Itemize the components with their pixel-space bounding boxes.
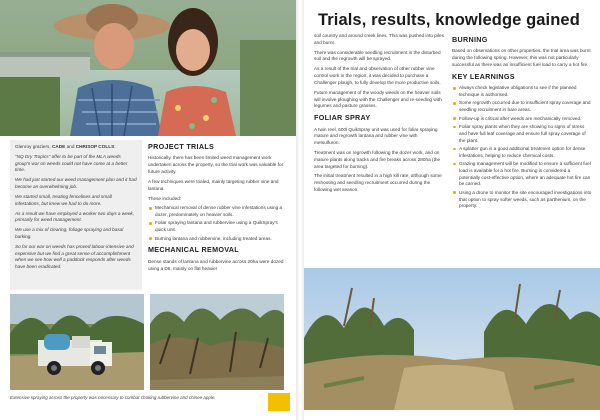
intro-quote-box — [10, 140, 142, 290]
body-paragraph: A few techniques were trialed, mainly targeting rubber vine and lantana. — [148, 178, 279, 191]
body-paragraph: Dense stands of lantana and rubbervine across 20ha were dozed using a D6, mainly on flat heavier — [148, 258, 284, 271]
body-paragraph: Based on observations on other properties, the trial area was burnt during the following spring. However, this was not particularly successful as there was an insufficient fuel load to carry a hot fire. — [452, 48, 591, 68]
list-item: Mechanical removal of dense rubber vine infestations using a dozer, predominately on heavier soils. — [148, 205, 288, 219]
section-heading: KEY LEARNINGS — [452, 71, 515, 81]
list-item: Using a drone to monitor the site encouraged investigations into that option to spray softer weeds, such as parthenium, on the property. — [452, 190, 592, 210]
middle-column — [314, 33, 444, 197]
spray-truck-photo — [10, 294, 144, 390]
scrub-photo — [150, 294, 284, 390]
intro-paragraph: We use a mix of clearing, foliage spraying and basal barking. — [15, 227, 124, 239]
yellow-page-tab — [268, 393, 290, 411]
intro-paragraph: We started small, treating fencelines and small infestations, but knew we had to do more. — [15, 193, 112, 206]
section-heading: PROJECT TRIALS — [148, 142, 215, 151]
body-paragraph: soil country and around creek lines. This was pushed into piles and burnt. — [314, 33, 444, 45]
portrait-photo — [0, 0, 296, 136]
list-item: Foliar spray plants when they are showing no signs of stress and have full leaf coverage and ensure full spray coverage of the plant. — [452, 124, 592, 144]
list-item: Always check legislative obligations to see if the planned technique is authorised. — [452, 85, 592, 99]
body-paragraph: These included: — [148, 195, 182, 201]
intro-paragraph: We had just started our weed management plan and it had become an overwhelming job. — [15, 177, 137, 190]
intro-paragraph: So far our war on weeds has proved labour-intensive and expensive but we find a great sense of accomplishment when we see how well a paddock responds after weeds have been eradicated. — [15, 243, 134, 270]
body-paragraph: Future management of the woody weeds on the heavier soils will involve ploughing with the Challenger and re-seeding with legumes and pasture grasses. — [314, 89, 442, 109]
section-heading: BURNING — [452, 35, 488, 44]
photo-caption: Extensive spraying across the property was necessary to combat choking rubbervine and chinee apple. — [10, 395, 216, 400]
trial-techniques-list — [148, 205, 288, 242]
list-item: A splatter gun is a good additional treatment option for dense infestations, helping to reduce chemical costs. — [452, 146, 592, 160]
project-trials-column — [148, 140, 288, 275]
body-paragraph: Historically, there has been limited weed management work undertaken across the property, so the trial work was valuable for future activity. — [148, 155, 284, 175]
intro-paragraph: As a result we have employed a worker two days a week, primarily for weed management. — [15, 210, 135, 223]
list-item: Grazing management will be modified to ensure a sufficient fuel load is available for a hot fire. Burning is considered a potentially cost-effective option, where an adequate hot fire can be carried. — [452, 161, 592, 188]
body-paragraph: Treatment was on regrowth following the dozer work, and on mature plants along tracks and fire breaks across 280ha (the area targeted for burning). — [314, 150, 441, 169]
intro-paragraph: "NQ Dry Tropics" offer to be part of the MLA weeds group's war on weeds could not have come at a better time. — [15, 153, 128, 173]
page-title: Trials, results, knowledge gained — [318, 11, 580, 29]
section-heading: FOLIAR SPRAY — [314, 113, 371, 123]
list-item: Foliar spraying lantana and rubbervine using a QuikSpray's quick unit. — [148, 220, 288, 234]
body-paragraph: There was considerable seedling recruitment in the disturbed soil and the regrowth will be sprayed. — [314, 49, 441, 62]
key-learnings-list — [452, 85, 592, 210]
list-item: Some regrowth occurred due to insufficient spray coverage and seedling recruitment in bare areas. — [452, 100, 592, 114]
body-paragraph: A twin reel, 600l QuikSpray unit was used for foliar spraying mature and regrowth lantana and rubber vine with metsulfuron. — [314, 126, 438, 146]
intro-attribution: Glenroy graziers, CADE and CHRISOP COLLS: — [15, 144, 116, 149]
body-paragraph: The initial treatment resulted in a high kill rate, although some reshooting and seedling recruitment occurred during the following wet season. — [314, 173, 442, 193]
right-column — [452, 33, 592, 213]
body-paragraph: As a result of the trial and observation of other rubber vine control work in the region, it was decided to purchase a Challenger plough, to fully develop the more productive soils. — [314, 66, 441, 85]
cleared-land-photo — [304, 268, 600, 410]
list-item: Burning lantana and rubbervine, including treated areas. — [148, 236, 288, 243]
list-item: Follow-up is critical after weeds are mechanically removed. — [452, 116, 592, 123]
page-gutter — [296, 0, 304, 420]
section-heading: MECHANICAL REMOVAL — [148, 245, 239, 255]
